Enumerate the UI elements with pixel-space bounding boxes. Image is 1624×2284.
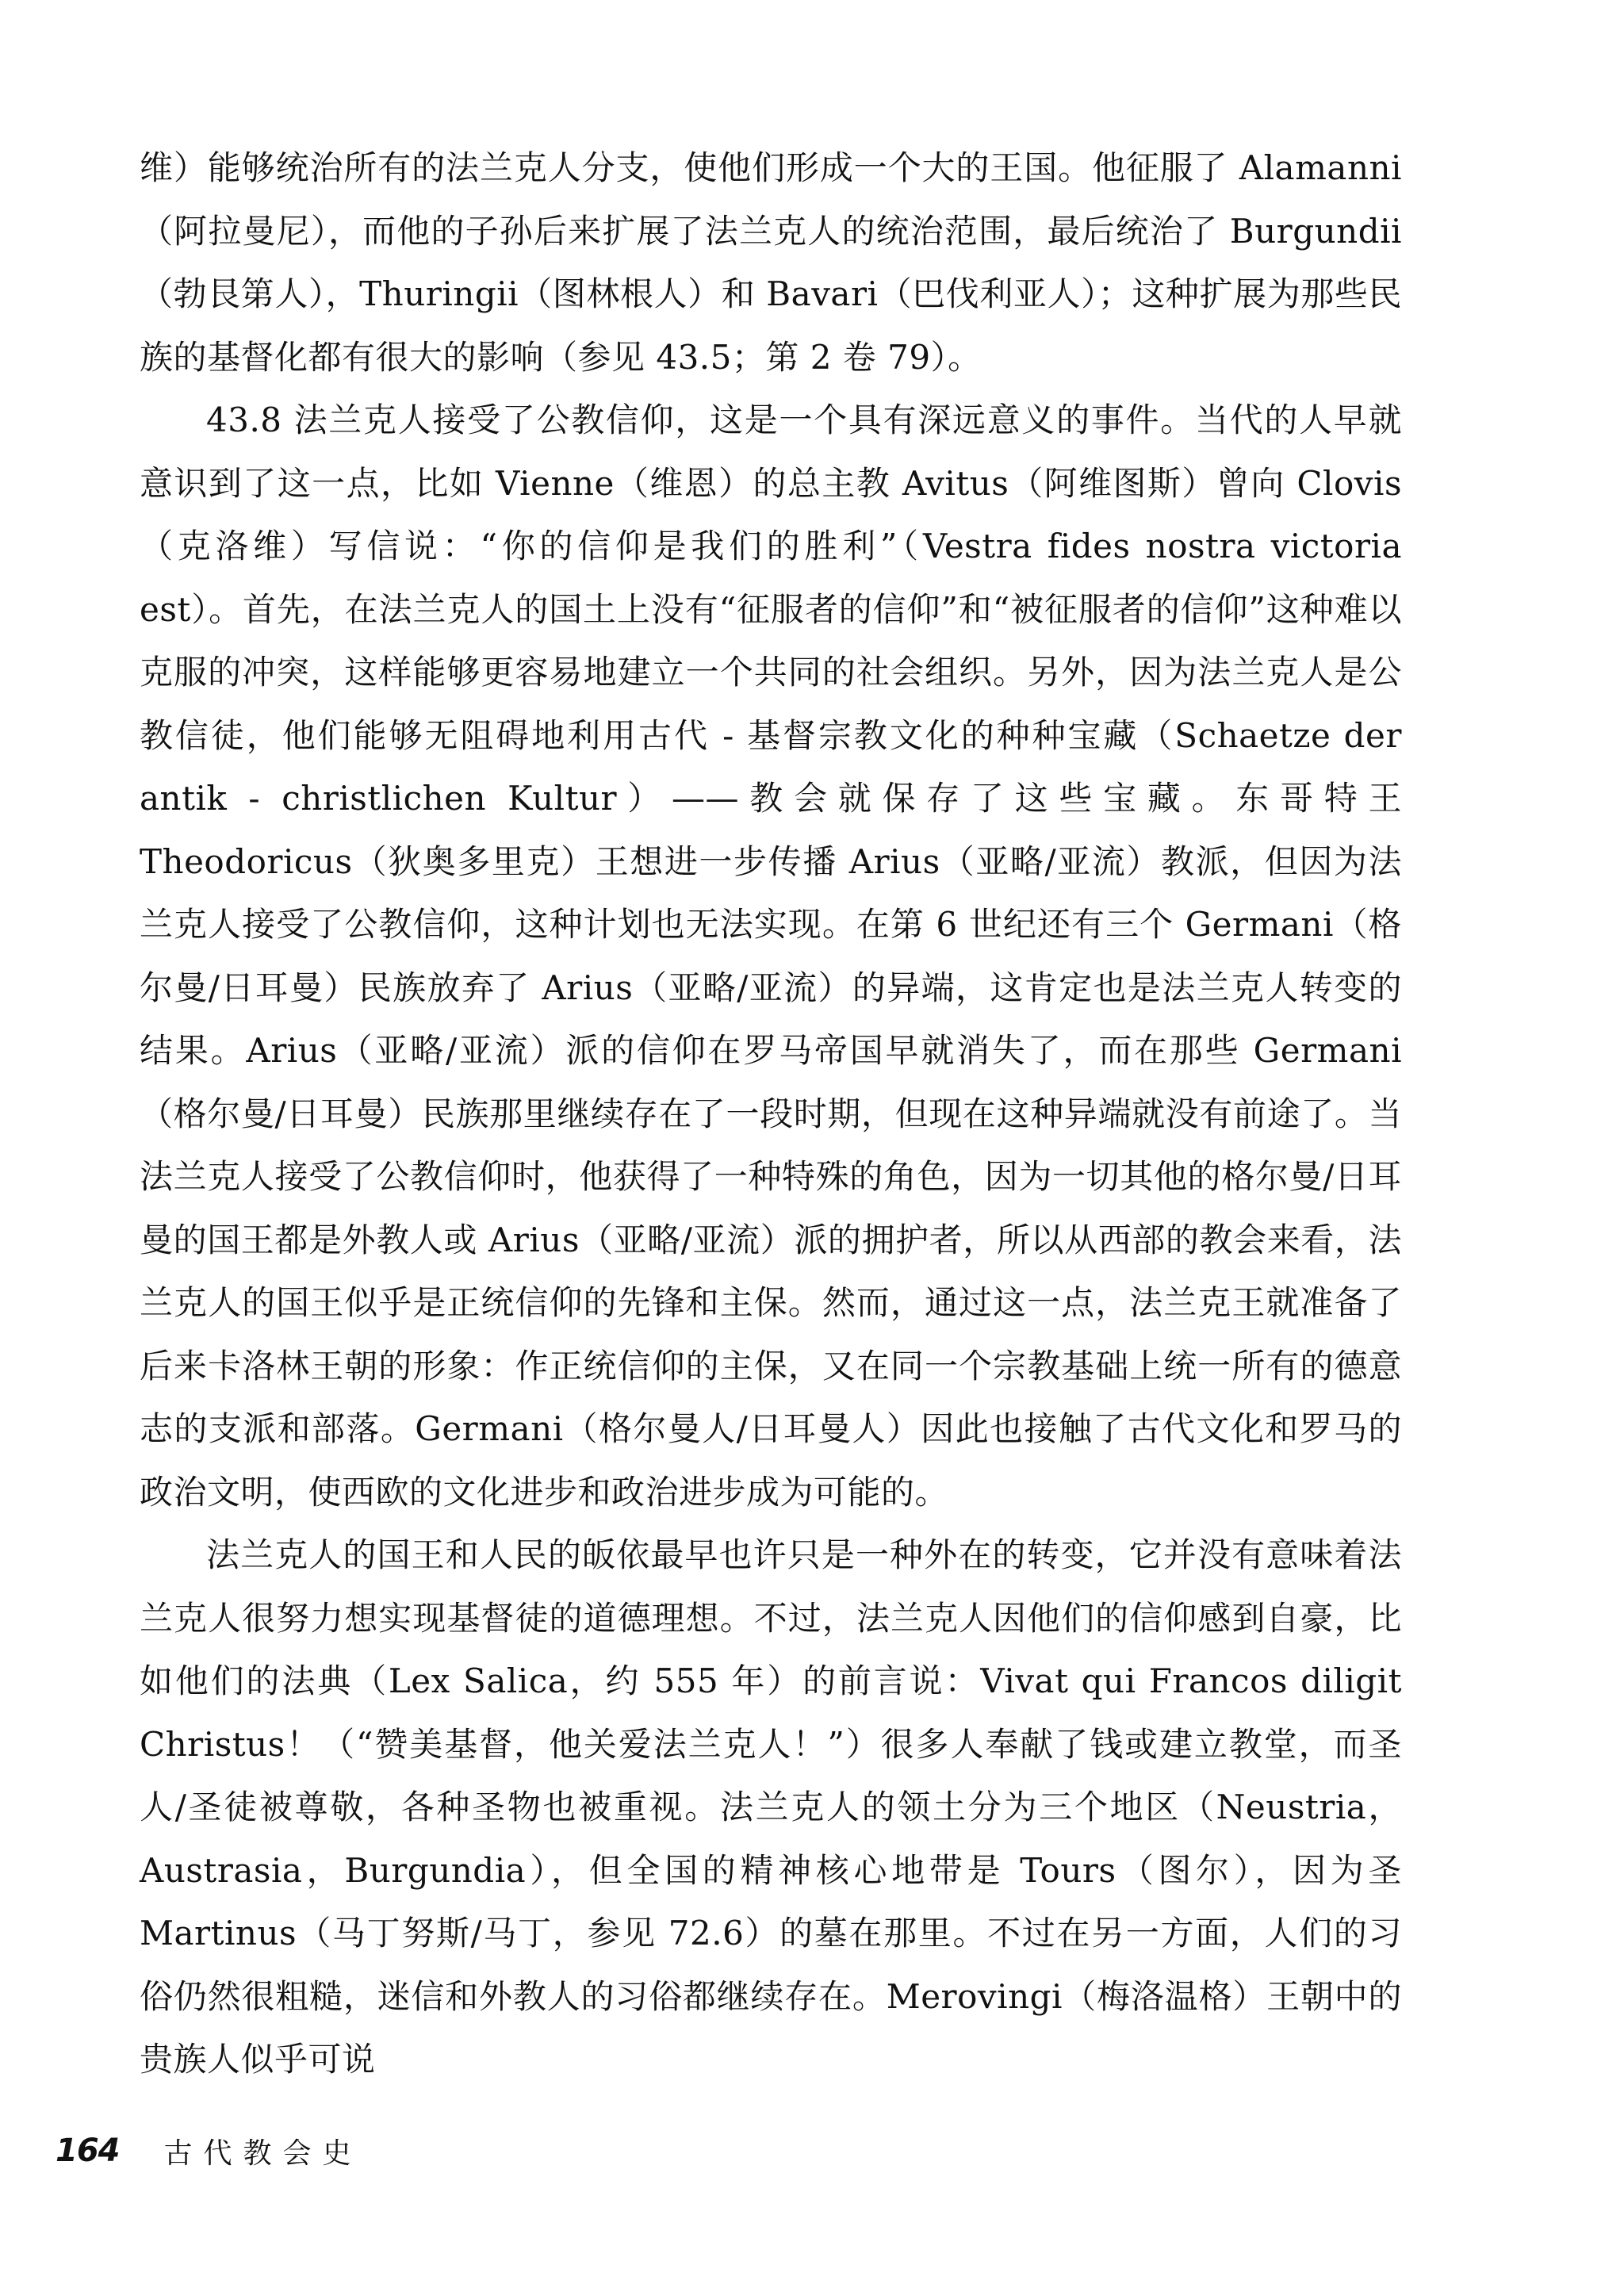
- running-title: 古代教会史: [163, 2136, 362, 2170]
- paragraph-continuation: 维）能够统治所有的法兰克人分支，使他们形成一个大的王国。他征服了 Alamanni（阿拉曼尼），而他的子孙后来扩展了法兰克人的统治范围，最后统治了 Burgundii（勃艮第人），Thuringii（图林根人）和 Bavari（巴伐利亚人）；这种扩展为那些民族的基督化都有很大的影响（参见 43.5；第 2 卷 79）。: [140, 148, 1402, 377]
- paragraph-section-43-8: 43.8 法兰克人接受了公教信仰，这是一个具有深远意义的事件。当代的人早就意识到了这一点，比如 Vienne（维恩）的总主教 Avitus（阿维图斯）曾向 Clovis（克洛维）写信说：“你的信仰是我们的胜利”（Vestra fides nostra victoria est）。首先，在法兰克人的国土上没有“征服者的信仰”和“被征服者的信仰”这种难以克服的冲突，这样能够更容易地建立一个共同的社会组织。另外，因为法兰克人是公教信徒，他们能够无阻碍地利用古代 - 基督宗教文化的种种宝藏（Schaetze der antik - christlichen Kultur）——教会就保存了这些宝藏。东哥特王 Theodoricus（狄奥多里克）王想进一步传播 Arius（亚略/亚流）教派，但因为法兰克人接受了公教信仰，这种计划也无法实现。在第 6 世纪还有三个 Germani（格尔曼/日耳曼）民族放弃了 Arius（亚略/亚流）的异端，这肯定也是法兰克人转变的结果。Arius（亚略/亚流）派的信仰在罗马帝国早就消失了，而在那些 Germani（格尔曼/日耳曼）民族那里继续存在了一段时期，但现在这种异端就没有前途了。当法兰克人接受了公教信仰时，他获得了一种特殊的角色，因为一切其他的格尔曼/日耳曼的国王都是外教人或 Arius（亚略/亚流）派的拥护者，所以从西部的教会来看，法兰克人的国王似乎是正统信仰的先锋和主保。然而，通过这一点，法兰克王就准备了后来卡洛林王朝的形象：作正统信仰的主保，又在同一个宗教基础上统一所有的德意志的支派和部落。Germani（格尔曼人/日耳曼人）因此也接触了古代文化和罗马的政治文明，使西欧的文化进步和政治进步成为可能的。: [140, 400, 1402, 1512]
- body-text: [140, 136, 1402, 2091]
- page-footer: [56, 2127, 362, 2175]
- page-number: 164: [56, 2133, 120, 2169]
- paragraph-conversion: 法兰克人的国王和人民的皈依最早也许只是一种外在的转变，它并没有意味着法兰克人很努力想实现基督徒的道德理想。不过，法兰克人因他们的信仰感到自豪，比如他们的法典（Lex Salica，约 555 年）的前言说：Vivat qui Francos diligit Christus！（“赞美基督，他关爱法兰克人！”）很多人奉献了钱或建立教堂，而圣人/圣徒被尊敬，各种圣物也被重视。法兰克人的领土分为三个地区（Neustria，Austrasia，Burgundia），但全国的精神核心地带是 Tours（图尔），因为圣 Martinus（马丁努斯/马丁，参见 72.6）的墓在那里。不过在另一方面，人们的习俗仍然很粗糙，迷信和外教人的习俗都继续存在。Merovingi（梅洛温格）王朝中的贵族人似乎可说: [140, 1535, 1402, 2079]
